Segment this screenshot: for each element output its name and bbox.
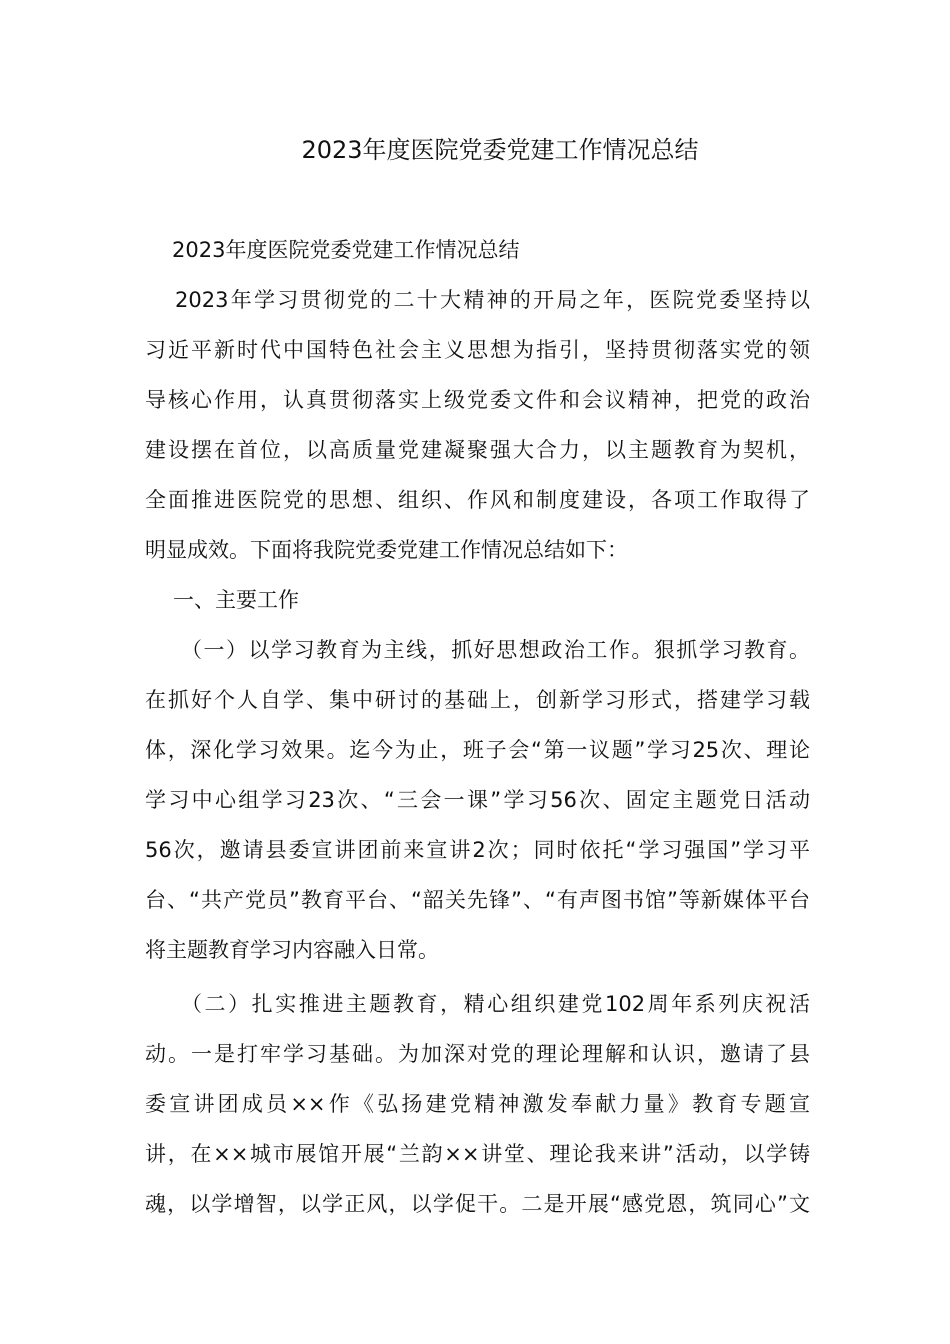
paragraph-line: 在抓好个人自学、集中研讨的基础上，创新学习形式，搭建学习载 xyxy=(145,688,810,712)
paragraph-line: 导核心作用，认真贯彻落实上级党委文件和会议精神，把党的政治 xyxy=(145,388,810,412)
paragraph-line: 体，深化学习效果。迄今为止，班子会“第一议题”学习25次、理论 xyxy=(145,738,810,762)
paragraph-line: 将主题教育学习内容融入日常。 xyxy=(145,938,439,962)
paragraph-line: 56次，邀请县委宣讲团前来宣讲2次；同时依托“学习强国”学习平 xyxy=(145,838,810,862)
paragraph-line: 学习中心组学习23次、“三会一课”学习56次、固定主题党日活动 xyxy=(145,788,810,812)
paragraph-line: 全面推进医院党的思想、组织、作风和制度建设，各项工作取得了 xyxy=(145,488,810,512)
paragraph-2 xyxy=(145,984,810,1234)
paragraph-line: 习近平新时代中国特色社会主义思想为指引，坚持贯彻落实党的领 xyxy=(145,338,810,362)
paragraph-line: 讲，在××城市展馆开展“兰韵××讲堂、理论我来讲”活动，以学铸 xyxy=(145,1142,810,1166)
paragraph-line: （一）以学习教育为主线，抓好思想政治工作。狠抓学习教育。 xyxy=(181,638,810,662)
paragraph-line: 委宣讲团成员××作《弘扬建党精神激发奉献力量》教育专题宣 xyxy=(145,1092,810,1116)
paragraph-1 xyxy=(145,630,810,980)
paragraph-line: （二）扎实推进主题教育，精心组织建党102周年系列庆祝活 xyxy=(181,992,810,1016)
section-heading-1 xyxy=(145,580,810,630)
paragraph-line: 2023年学习贯彻党的二十大精神的开局之年，医院党委坚持以 xyxy=(175,288,810,312)
document-title: 2023年度医院党委党建工作情况总结 xyxy=(301,136,699,164)
intro-paragraph xyxy=(145,280,810,580)
document-body xyxy=(145,280,810,1234)
paragraph-line: 建设摆在首位，以高质量党建凝聚强大合力，以主题教育为契机， xyxy=(145,438,810,462)
section-heading: 一、主要工作 xyxy=(173,588,299,612)
document-subtitle: 2023年度医院党委党建工作情况总结 xyxy=(172,238,520,262)
paragraph-line: 明显成效。下面将我院党委党建工作情况总结如下： xyxy=(145,538,628,562)
paragraph-line: 台、“共产党员”教育平台、“韶关先锋”、“有声图书馆”等新媒体平台 xyxy=(145,888,810,912)
paragraph-line: 动。一是打牢学习基础。为加深对党的理论理解和认识，邀请了县 xyxy=(145,1042,810,1066)
paragraph-line: 魂，以学增智，以学正风，以学促干。二是开展“感党恩，筑同心”文 xyxy=(145,1192,810,1216)
